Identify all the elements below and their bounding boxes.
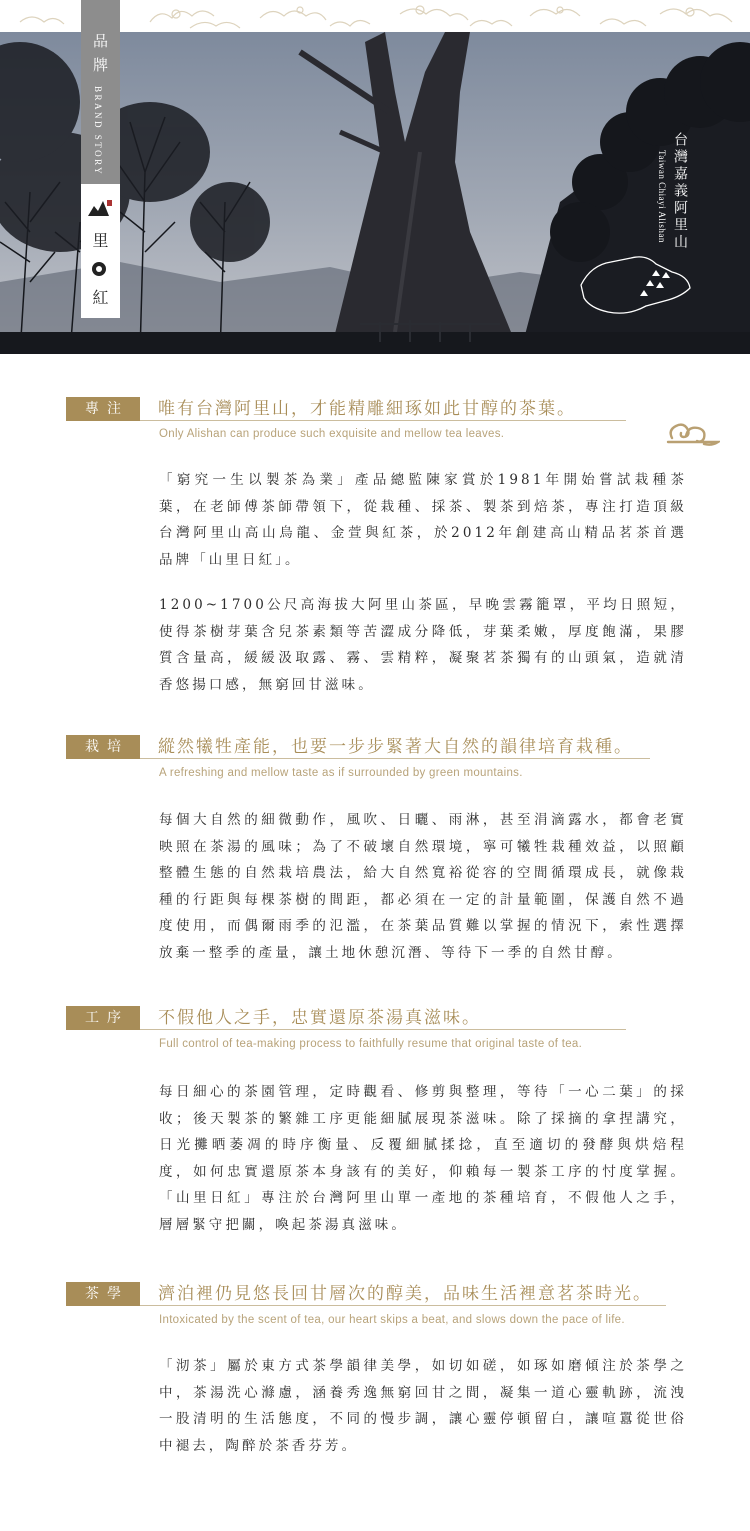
cloud-ornament-icon [666,418,720,448]
section-divider [140,1029,626,1030]
section-divider [140,1305,666,1306]
mountain-logo-icon [88,198,114,218]
sun-logo-icon [92,262,106,276]
brand-story-tab [81,0,120,318]
section-subline: Only Alishan can produce such exquisite and mellow tea leaves. [159,428,505,440]
section-divider [140,420,626,421]
section-tag: 栽培 [66,735,140,759]
brand-tab-char-1: 品 [92,32,108,50]
section-divider [140,758,650,759]
section-subline: Full control of tea-making process to faithfully resume that original taste of tea. [159,1038,583,1050]
section-headline: 縱然犧牲產能，也要一步步緊著大自然的韻律培育栽種。 [158,737,633,757]
section-subline: Intoxicated by the scent of tea, our heart skips a beat, and slows down the pace of life. [159,1314,625,1326]
brand-logo [81,184,120,318]
section-tag: 茶學 [66,1282,140,1306]
section-paragraph: 「窮究一生以製茶為業」產品總監陳家賞於1981年開始嘗試栽種茶葉，在老師傅茶師帶領下，從栽種、採茶、製茶到焙茶，專注打造頂級台灣阿里山高山烏龍、金萱與紅茶，於2012年創建高山精品茗茶首選品牌「山里日紅」。 [159,472,687,568]
section-headline: 不假他人之手，忠實還原茶湯真滋味。 [158,1008,481,1028]
section-tag: 工序 [66,1006,140,1030]
brand-tab-char-2: 牌 [92,56,108,74]
taiwan-map-icon [576,250,696,320]
section-paragraph: 「沏茶」屬於東方式茶學韻律美學，如切如磋，如琢如磨傾注於茶學之中，茶湯洗心滌慮，涵養秀逸無窮回甘之間，凝集一道心靈軌跡，流洩一股清明的生活態度，不同的慢步調，讓心靈停頓留白，讓喧囂從世俗中褪去，陶醉於茶香芬芳。 [159,1358,687,1454]
section-paragraph: 1200~1700公尺高海拔大阿里山茶區，早晚雲霧籠罩，平均日照短，使得茶樹芽葉含兒茶素類等苦澀成分降低，芽葉柔嫩，厚度飽滿，果膠質含量高，緩緩汲取露、霧、雲精粹，凝聚茗茶獨有的山頭氣，造就清香悠揚口感，無窮回甘滋味。 [159,597,687,693]
section-headline: 濟泊裡仍見悠長回甘層次的醇美，品味生活裡意茗茶時光。 [158,1284,652,1304]
location-name-cn: 台灣嘉義阿里山 [672,132,688,251]
section-headline: 唯有台灣阿里山，才能精雕細琢如此甘醇的茶葉。 [158,399,576,419]
section-paragraph: 每日細心的茶園管理，定時觀看、修剪與整理，等待「一心二葉」的採收；後天製茶的繁雜工序更能細膩展現茶滋味。除了採摘的拿捏講究，日光攤晒萎凋的時序衡量、反覆細膩揉捻，直至適切的發酵與烘焙程度，如何忠實還原茶本身該有的美好，仰賴每一製茶工序的忖度掌握。「山里日紅」專注於台灣阿里山單一產地的茶種培育，不假他人之手，層層緊守把關，喚起茶湯真滋味。 [159,1084,687,1233]
logo-char-li: 里 [92,231,109,250]
section-tag: 專注 [66,397,140,421]
location-name-en: Taiwan Chiayi Alishan [657,150,667,243]
section-subline: A refreshing and mellow taste as if surrounded by green mountains. [159,767,523,779]
section-paragraph: 每個大自然的細微動作，風吹、日曬、雨淋，甚至涓滴露水，都會老實映照在茶湯的風味；為了不破壞自然環境，寧可犧牲栽種效益，以照顧整體生態的自然栽培農法，給大自然寬裕從容的空間循環成長，就像栽種的行距與每棵茶樹的間距，都必須在一定的計量範圍，保護自然不過度使用，而偶爾雨季的氾濫，在茶葉品質難以掌握的情況下，索性選擇放棄一整季的產量，讓土地休憩沉潛、等待下一季的自然甘醇。 [159,812,687,961]
brand-story-label: BRAND STORY [93,86,103,177]
logo-char-hong: 紅 [92,288,109,307]
